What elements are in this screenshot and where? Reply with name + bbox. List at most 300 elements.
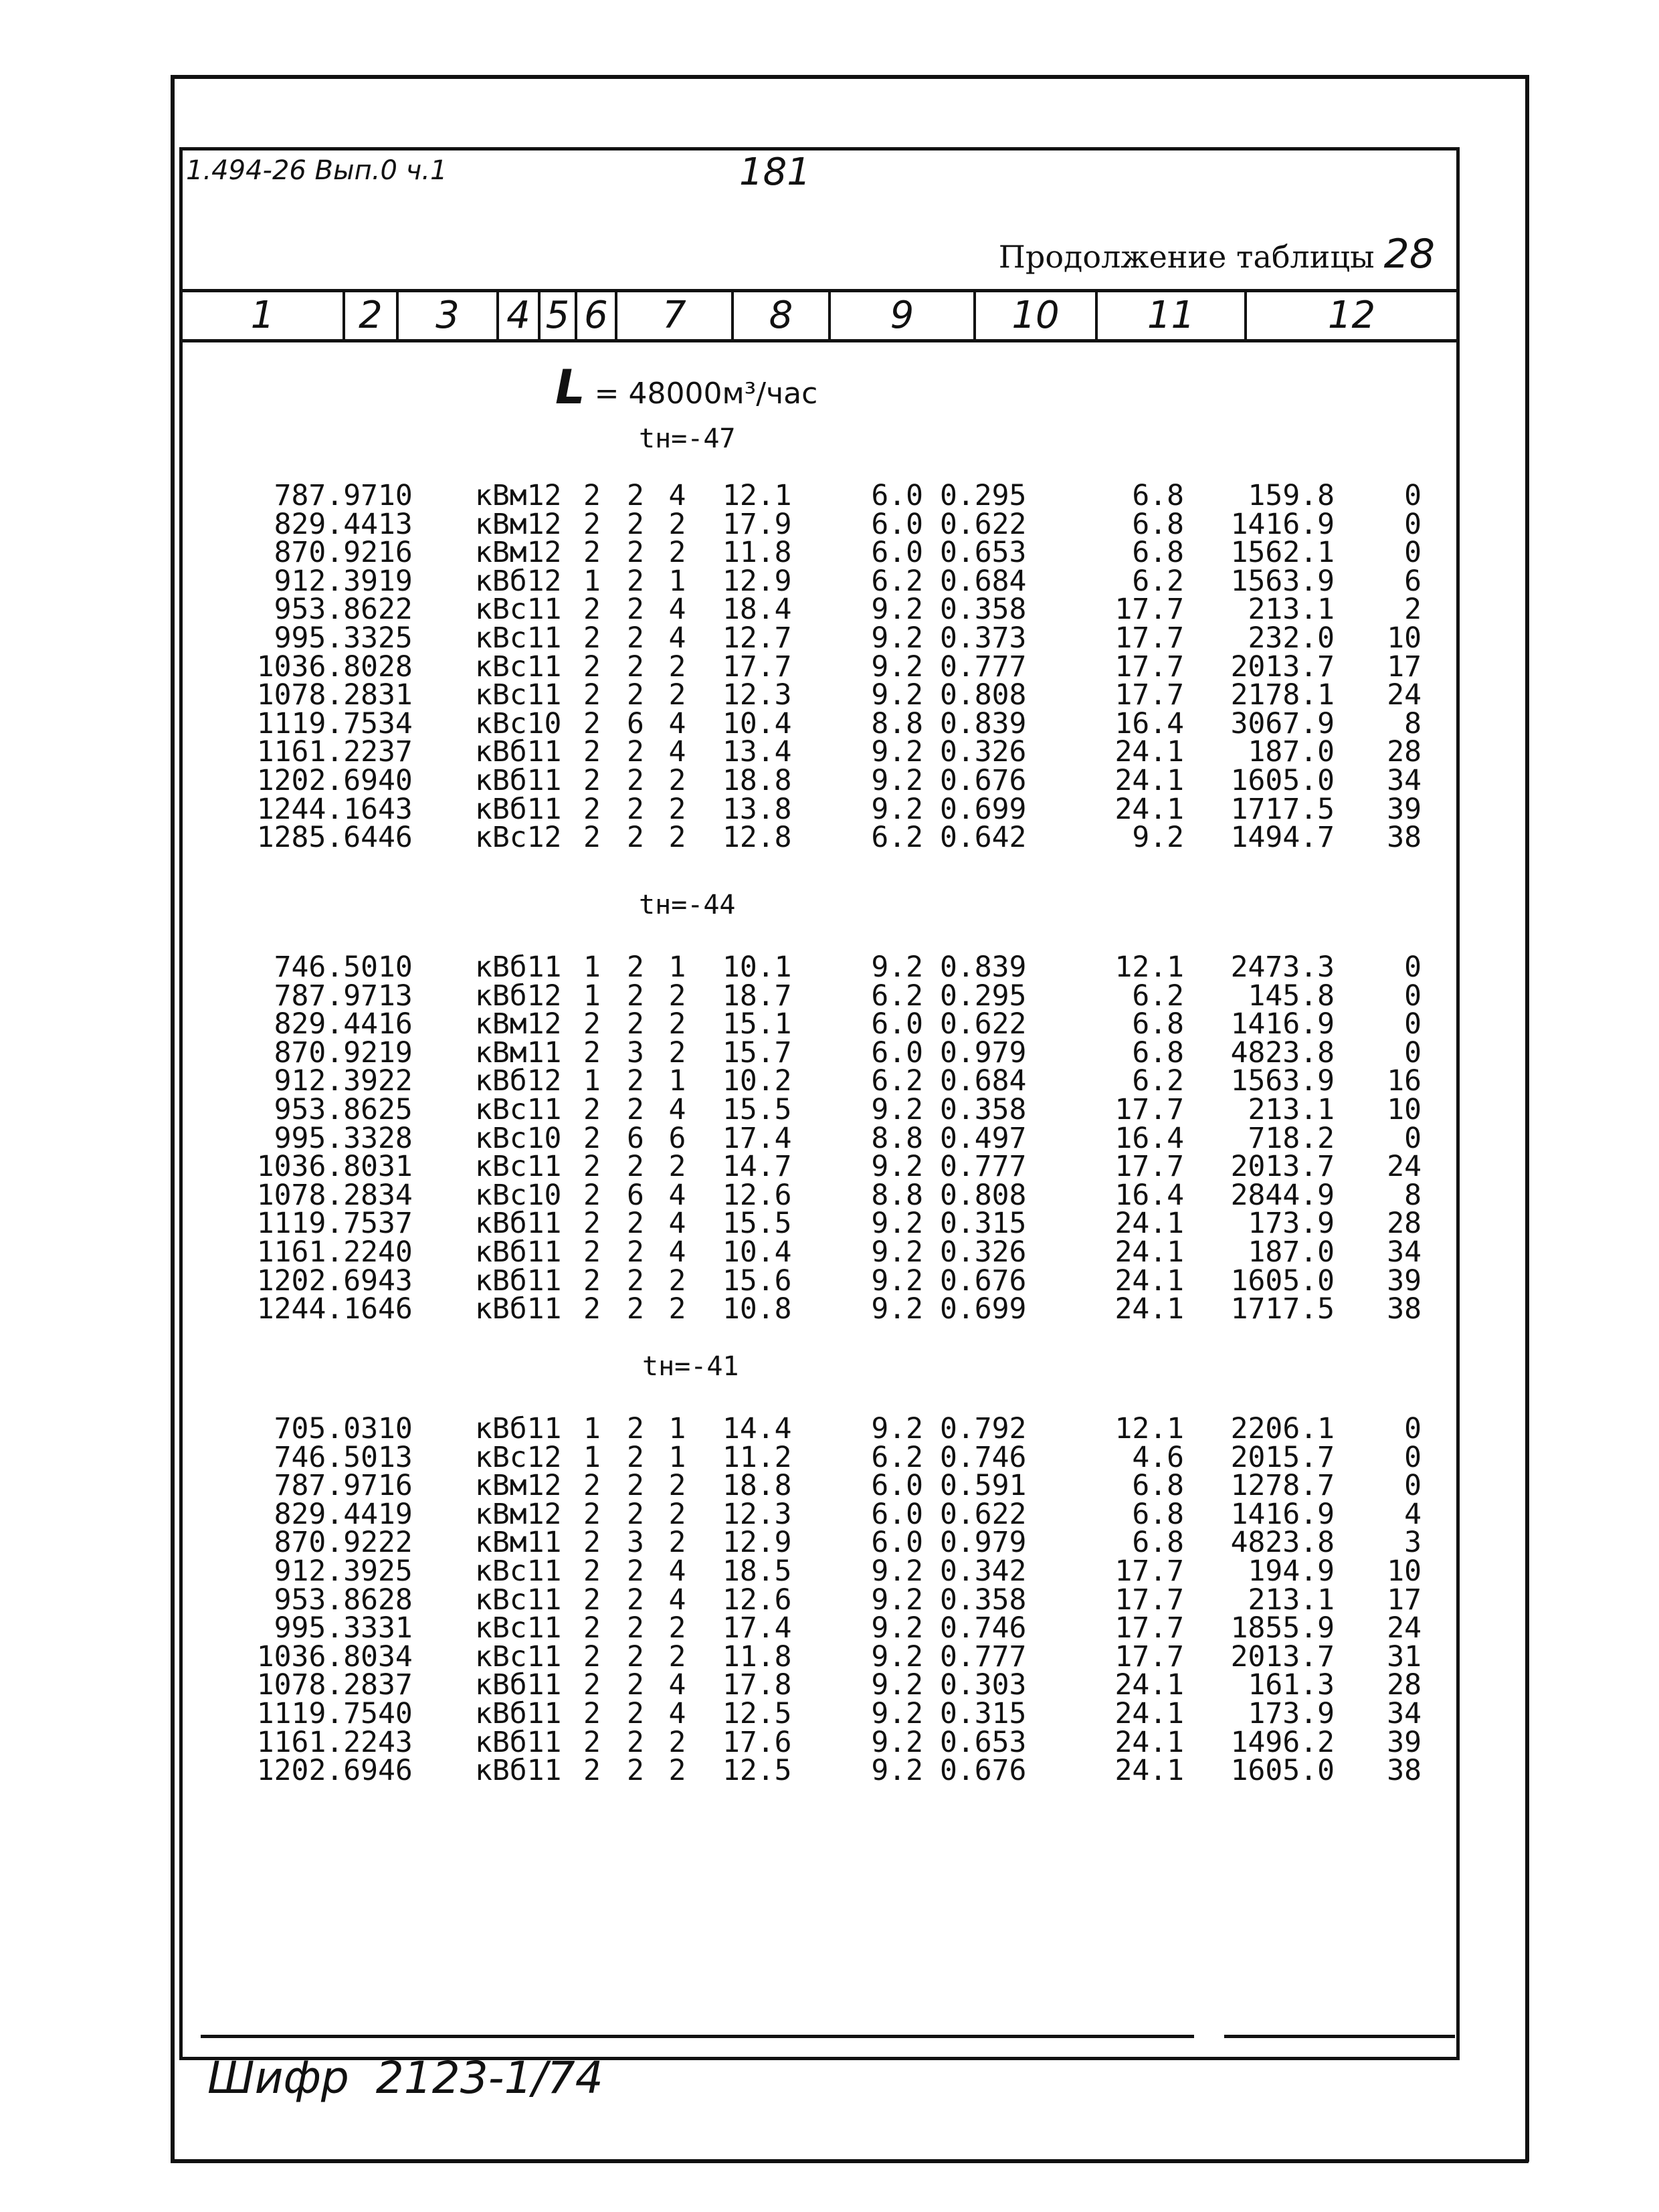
table-cell: 1416.9 (1230, 1007, 1335, 1041)
table-cell: 2 (627, 1007, 644, 1041)
table-cell: 16 (378, 536, 413, 570)
table-cell: 4 (668, 1092, 686, 1126)
table-cell: 159.8 (1248, 479, 1335, 512)
table-cell: 2 (627, 1554, 644, 1588)
table-cell: 4823.8 (1230, 1035, 1335, 1070)
table-cell: 2 (627, 1754, 644, 1788)
table-cell: 17.7 (1114, 593, 1184, 627)
table-cell: 17.7 (1114, 621, 1184, 655)
table-cell: 8 (1404, 1178, 1422, 1212)
table-cell: 46 (378, 821, 413, 855)
table-row (214, 1152, 1428, 1181)
table-cell: 9.2 (871, 950, 923, 984)
table-cell: 2 (668, 649, 686, 684)
table-cell: 0.777 (940, 649, 1027, 684)
table-cell: 0.358 (940, 1092, 1027, 1126)
table-cell: 13.8 (722, 792, 792, 826)
table-cell: 9.2 (871, 649, 923, 684)
table-cell: 2 (583, 1007, 601, 1041)
table-cell: 0 (1404, 507, 1422, 541)
table-cell: кВм12 (475, 479, 562, 512)
table-cell: кВм12 (475, 1497, 562, 1531)
table-cell: 2 (627, 1725, 644, 1759)
footer-rule (1224, 2035, 1455, 2038)
table-cell: 0.839 (940, 706, 1027, 740)
table-cell: 4 (668, 735, 686, 769)
table-cell: 2 (627, 564, 644, 598)
table-row (214, 1586, 1428, 1615)
table-row (214, 1671, 1428, 1700)
footer-rule (201, 2035, 1194, 2038)
table-cell: 1 (583, 564, 601, 598)
table-cell: 9.2 (871, 735, 923, 769)
table-row (214, 1415, 1428, 1443)
table-cell: 6.2 (871, 1064, 923, 1098)
table-cell: 161.3 (1248, 1668, 1335, 1702)
table-cell: 912.39 (274, 1554, 378, 1588)
table-cell: 40 (378, 763, 413, 797)
table-row (214, 1728, 1428, 1757)
formula-eq: = (594, 377, 619, 411)
table-cell: 28 (378, 1121, 413, 1155)
table-cell: кВс11 (475, 1611, 562, 1645)
table-cell: 2 (627, 1639, 644, 1674)
table-cell: 870.92 (274, 536, 378, 570)
table-cell: 2 (627, 1668, 644, 1702)
table-cell: 2 (583, 1092, 601, 1126)
table-cell: 3 (1404, 1526, 1422, 1560)
table-cell: 2 (668, 1725, 686, 1759)
table-cell: 9.2 (871, 1092, 923, 1126)
table-cell: 787.97 (274, 1469, 378, 1503)
table-cell: 18.8 (722, 1469, 792, 1503)
table-cell: 1 (668, 1064, 686, 1098)
table-cell: 6.0 (871, 1007, 923, 1041)
table-cell: 12.1 (722, 479, 792, 512)
table-cell: кВб11 (475, 735, 562, 769)
table-cell: 10 (378, 950, 413, 984)
table-row (214, 1643, 1428, 1672)
table-cell: 28 (1387, 735, 1422, 769)
formula-value: 48000м³/час (628, 377, 818, 411)
table-cell: 2 (583, 792, 601, 826)
table-cell: 6 (668, 1121, 686, 1155)
table-cell: кВб12 (475, 979, 562, 1013)
table-cell: 4 (668, 1668, 686, 1702)
table-cell: 6.0 (871, 507, 923, 541)
table-cell: 13 (378, 1440, 413, 1474)
table-cell: 0.295 (940, 979, 1027, 1013)
table-cell: 39 (1387, 792, 1422, 826)
table-cell: 22 (378, 1064, 413, 1098)
table-cell: 10.4 (722, 1235, 792, 1269)
table-cell: 16.4 (1114, 1121, 1184, 1155)
table-cell: 2 (583, 1639, 601, 1674)
table-row (214, 823, 1428, 852)
column-header: 6 (577, 292, 617, 339)
table-cell: 2 (583, 678, 601, 712)
table-cell: 17.7 (722, 649, 792, 684)
table-cell: 1278.7 (1230, 1469, 1335, 1503)
table-cell: 213.1 (1248, 593, 1335, 627)
table-cell: 17.7 (1114, 678, 1184, 712)
table-cell: 1 (583, 1412, 601, 1445)
table-cell: 3067.9 (1230, 706, 1335, 740)
table-cell: 9.2 (871, 763, 923, 797)
table-cell: 1 (583, 1064, 601, 1098)
table-cell: 2 (583, 1526, 601, 1560)
table-row (214, 1528, 1428, 1557)
table-cell: 2 (668, 507, 686, 541)
column-header: 12 (1327, 294, 1376, 337)
table-cell: кВб11 (475, 1754, 562, 1788)
table-cell: 6.8 (1132, 1035, 1184, 1070)
table-cell: 718.2 (1248, 1121, 1335, 1155)
table-cell: 2 (583, 1668, 601, 1702)
table-cell: 6 (1404, 564, 1422, 598)
table-cell: 2 (668, 1754, 686, 1788)
table-cell: 2 (583, 735, 601, 769)
table-cell: 2 (583, 536, 601, 570)
table-cell: 0.979 (940, 1526, 1027, 1560)
frame-bottom-line (171, 2159, 1529, 2163)
table-cell: 11.8 (722, 536, 792, 570)
table-cell: 12.8 (722, 821, 792, 855)
table-cell: 17.7 (1114, 1639, 1184, 1674)
airflow-formula (555, 360, 817, 415)
table-cell: 6.2 (871, 1440, 923, 1474)
table-row (214, 482, 1428, 510)
table-cell: 0.591 (940, 1469, 1027, 1503)
table-cell: 2 (583, 706, 601, 740)
table-cell: 1078.28 (256, 678, 378, 712)
table-cell: 34 (1387, 763, 1422, 797)
table-cell: 232.0 (1248, 621, 1335, 655)
table-cell: 40 (378, 1235, 413, 1269)
table-cell: 213.1 (1248, 1583, 1335, 1617)
table-cell: 2 (668, 1611, 686, 1645)
table-cell: 2 (583, 593, 601, 627)
table-cell: кВб11 (475, 1668, 562, 1702)
table-cell: 870.92 (274, 1526, 378, 1560)
table-cell: 2 (668, 792, 686, 826)
table-cell: 8.8 (871, 1121, 923, 1155)
table-cell: 24.1 (1114, 1292, 1184, 1326)
frame-left-line (171, 75, 175, 2162)
table-cell: 0 (1404, 979, 1422, 1013)
column-header: 9 (831, 292, 976, 339)
table-cell: 2 (627, 507, 644, 541)
table-cell: 0 (1404, 1469, 1422, 1503)
table-cell: 2015.7 (1230, 1440, 1335, 1474)
table-cell: 17.9 (722, 507, 792, 541)
table-cell: 2 (668, 1035, 686, 1070)
table-cell: 9.2 (871, 593, 923, 627)
table-cell: 6.2 (871, 821, 923, 855)
table-cell: 2 (627, 792, 644, 826)
table-cell: кВб11 (475, 1292, 562, 1326)
table-row (214, 1010, 1428, 1039)
table-cell: 1119.75 (256, 1696, 378, 1730)
table-cell: 10 (1387, 1554, 1422, 1588)
table-cell: 28 (1387, 1668, 1422, 1702)
table-row (214, 1124, 1428, 1153)
table-cell: 2 (583, 1292, 601, 1326)
table-cell: 1036.80 (256, 1639, 378, 1674)
table-cell: 19 (378, 1035, 413, 1070)
table-cell: 24.1 (1114, 1754, 1184, 1788)
column-header: 1 (183, 292, 345, 339)
table-row (214, 1267, 1428, 1296)
table-cell: 4 (668, 1696, 686, 1730)
table-cell: 1161.22 (256, 735, 378, 769)
table-cell: 145.8 (1248, 979, 1335, 1013)
data-table (214, 1412, 1428, 1788)
continuation-label: Продолжение таблицы (998, 239, 1375, 275)
column-header: 4 (499, 292, 541, 339)
table-cell: 16.4 (1114, 1178, 1184, 1212)
table-cell: 187.0 (1248, 735, 1335, 769)
table-cell: 2 (668, 1639, 686, 1674)
table-cell: 2 (1404, 593, 1422, 627)
table-cell: 24.1 (1114, 1725, 1184, 1759)
table-cell: 9.2 (871, 1554, 923, 1588)
table-row (214, 1472, 1428, 1500)
table-cell: кВс11 (475, 1583, 562, 1617)
column-header: 2 (345, 292, 399, 339)
table-cell: 25 (378, 1092, 413, 1126)
table-row (214, 567, 1428, 596)
table-cell: 1078.28 (256, 1668, 378, 1702)
section-title: tн=-47 (639, 423, 736, 454)
table-cell: 1202.69 (256, 763, 378, 797)
table-row (214, 953, 1428, 982)
table-cell: 0.642 (940, 821, 1027, 855)
table-cell: 6.0 (871, 1526, 923, 1560)
table-cell: 2 (627, 735, 644, 769)
table-cell: 1285.64 (256, 821, 378, 855)
table-cell: 2473.3 (1230, 950, 1335, 984)
table-cell: 9.2 (871, 1611, 923, 1645)
table-cell: 6 (627, 706, 644, 740)
table-cell: 0 (1404, 1412, 1422, 1445)
table-cell: 2206.1 (1230, 1412, 1335, 1445)
table-cell: 9.2 (871, 678, 923, 712)
table-cell: 173.9 (1248, 1207, 1335, 1241)
table-cell: 10 (378, 479, 413, 512)
table-row (214, 1443, 1428, 1472)
table-cell: 17.4 (722, 1611, 792, 1645)
table-cell: 2 (627, 479, 644, 512)
table-cell: 12.5 (722, 1754, 792, 1788)
table-cell: 6 (627, 1178, 644, 1212)
table-cell: 6.8 (1132, 507, 1184, 541)
table-cell: 0.777 (940, 1639, 1027, 1674)
table-cell: 0.622 (940, 1007, 1027, 1041)
table-cell: 10.1 (722, 950, 792, 984)
table-row (214, 1096, 1428, 1124)
table-cell: 1416.9 (1230, 507, 1335, 541)
table-cell: 1202.69 (256, 1754, 378, 1788)
table-cell: кВб12 (475, 1064, 562, 1098)
table-cell: 10.4 (722, 706, 792, 740)
table-cell: 995.33 (274, 1611, 378, 1645)
table-cell: кВм11 (475, 1526, 562, 1560)
table-cell: 2 (627, 1092, 644, 1126)
table-cell: 34 (378, 1639, 413, 1674)
table-cell: 1 (668, 564, 686, 598)
table-cell: 4 (668, 621, 686, 655)
table-row (214, 1700, 1428, 1728)
frame-right-line (1525, 75, 1529, 2162)
table-cell: 8.8 (871, 706, 923, 740)
table-cell: 6.2 (871, 564, 923, 598)
table-cell: 6.8 (1132, 536, 1184, 570)
table-cell: 3 (627, 1035, 644, 1070)
table-cell: 17.7 (1114, 1092, 1184, 1126)
table-cell: 2 (583, 1554, 601, 1588)
table-cell: 13.4 (722, 735, 792, 769)
cipher-label: Шифр (207, 2052, 349, 2104)
table-cell: кВс12 (475, 821, 562, 855)
table-cell: 0 (1404, 1035, 1422, 1070)
table-cell: 34 (378, 1178, 413, 1212)
table-cell: 25 (378, 1554, 413, 1588)
table-cell: 0 (1404, 950, 1422, 984)
table-cell: кВм11 (475, 1035, 562, 1070)
table-cell: 4 (668, 1207, 686, 1241)
table-cell: кВс11 (475, 649, 562, 684)
table-cell: 16 (378, 1007, 413, 1041)
table-cell: 6.2 (871, 979, 923, 1013)
section-title: tн=-41 (642, 1351, 739, 1382)
table-cell: 8 (1404, 706, 1422, 740)
table-cell: 9.2 (871, 1235, 923, 1269)
table-cell: 31 (1387, 1639, 1422, 1674)
table-cell: 2 (627, 821, 644, 855)
table-cell: 38 (1387, 1292, 1422, 1326)
frame-top-line (171, 75, 1529, 79)
table-cell: 17.7 (1114, 649, 1184, 684)
table-cell: 18.5 (722, 1554, 792, 1588)
table-cell: 24.1 (1114, 1235, 1184, 1269)
table-cell: 194.9 (1248, 1554, 1335, 1588)
table-row (214, 1039, 1428, 1068)
table-cell: 2 (583, 763, 601, 797)
table-cell: кВс11 (475, 1150, 562, 1184)
table-cell: кВс12 (475, 1440, 562, 1474)
table-cell: 43 (378, 792, 413, 826)
table-cell: 1202.69 (256, 1264, 378, 1298)
table-cell: 17 (1387, 649, 1422, 684)
table-cell: 0.808 (940, 1178, 1027, 1212)
table-row (214, 624, 1428, 653)
table-cell: 2 (668, 1469, 686, 1503)
table-cell: 6.0 (871, 536, 923, 570)
table-continuation-title (999, 231, 1435, 278)
table-cell: 0.684 (940, 564, 1027, 598)
table-cell: 14.7 (722, 1150, 792, 1184)
table-cell: 2 (583, 1497, 601, 1531)
table-cell: 2 (627, 1469, 644, 1503)
table-cell: кВб11 (475, 1264, 562, 1298)
table-cell: 1605.0 (1230, 1264, 1335, 1298)
table-cell: 2 (668, 1497, 686, 1531)
table-cell: 25 (378, 621, 413, 655)
table-cell: 24 (1387, 678, 1422, 712)
table-cell: 2 (583, 1035, 601, 1070)
table-cell: 995.33 (274, 621, 378, 655)
table-cell: 39 (1387, 1264, 1422, 1298)
table-cell: 22 (378, 593, 413, 627)
table-cell: 953.86 (274, 1583, 378, 1617)
table-cell: 37 (378, 1668, 413, 1702)
table-cell: 40 (378, 1696, 413, 1730)
table-cell: 2 (583, 479, 601, 512)
table-cell: 2 (668, 1007, 686, 1041)
table-row (214, 1181, 1428, 1210)
table-cell: 3 (627, 1526, 644, 1560)
table-cell: 4 (1404, 1497, 1422, 1531)
table-cell: 9.2 (871, 1754, 923, 1788)
table-cell: 1855.9 (1230, 1611, 1335, 1645)
table-cell: 38 (1387, 1754, 1422, 1788)
table-cell: 2 (668, 1264, 686, 1298)
table-cell: 31 (378, 678, 413, 712)
table-cell: 2 (627, 593, 644, 627)
table-cell: 15.5 (722, 1092, 792, 1126)
table-cell: 0.653 (940, 536, 1027, 570)
table-cell: 10.8 (722, 1292, 792, 1326)
table-cell: 0.684 (940, 1064, 1027, 1098)
table-cell: 1 (583, 950, 601, 984)
table-cell: 1563.9 (1230, 564, 1335, 598)
table-cell: 4 (668, 1235, 686, 1269)
table-cell: 1 (668, 1412, 686, 1445)
table-cell: кВб11 (475, 950, 562, 984)
table-cell: 18.8 (722, 763, 792, 797)
table-cell: 2 (668, 536, 686, 570)
table-cell: кВм12 (475, 507, 562, 541)
table-cell: 34 (1387, 1235, 1422, 1269)
table-cell: кВб11 (475, 1235, 562, 1269)
table-cell: 12.3 (722, 1497, 792, 1531)
table-cell: 870.92 (274, 1035, 378, 1070)
table-cell: кВс11 (475, 1554, 562, 1588)
table-cell: 0.979 (940, 1035, 1027, 1070)
table-cell: кВс11 (475, 593, 562, 627)
table-cell: 2 (668, 763, 686, 797)
table-row (214, 1295, 1428, 1324)
table-cell: 1 (668, 950, 686, 984)
document-reference: 1.494-26 Вып.0 ч.1 (186, 155, 448, 186)
table-cell: 0.839 (940, 950, 1027, 984)
cipher-stamp (207, 2052, 603, 2104)
table-cell: 2 (583, 1207, 601, 1241)
table-cell: 2 (627, 1207, 644, 1241)
table-cell: 12.7 (722, 621, 792, 655)
table-cell: 1161.22 (256, 1725, 378, 1759)
table-cell: 24.1 (1114, 763, 1184, 797)
table-cell: 912.39 (274, 564, 378, 598)
table-cell: 0.326 (940, 1235, 1027, 1269)
table-cell: 2 (627, 621, 644, 655)
table-cell: 9.2 (871, 1583, 923, 1617)
table-cell: 2 (627, 536, 644, 570)
table-row (214, 1614, 1428, 1643)
table-cell: 24 (1387, 1611, 1422, 1645)
table-cell: 6.8 (1132, 1469, 1184, 1503)
